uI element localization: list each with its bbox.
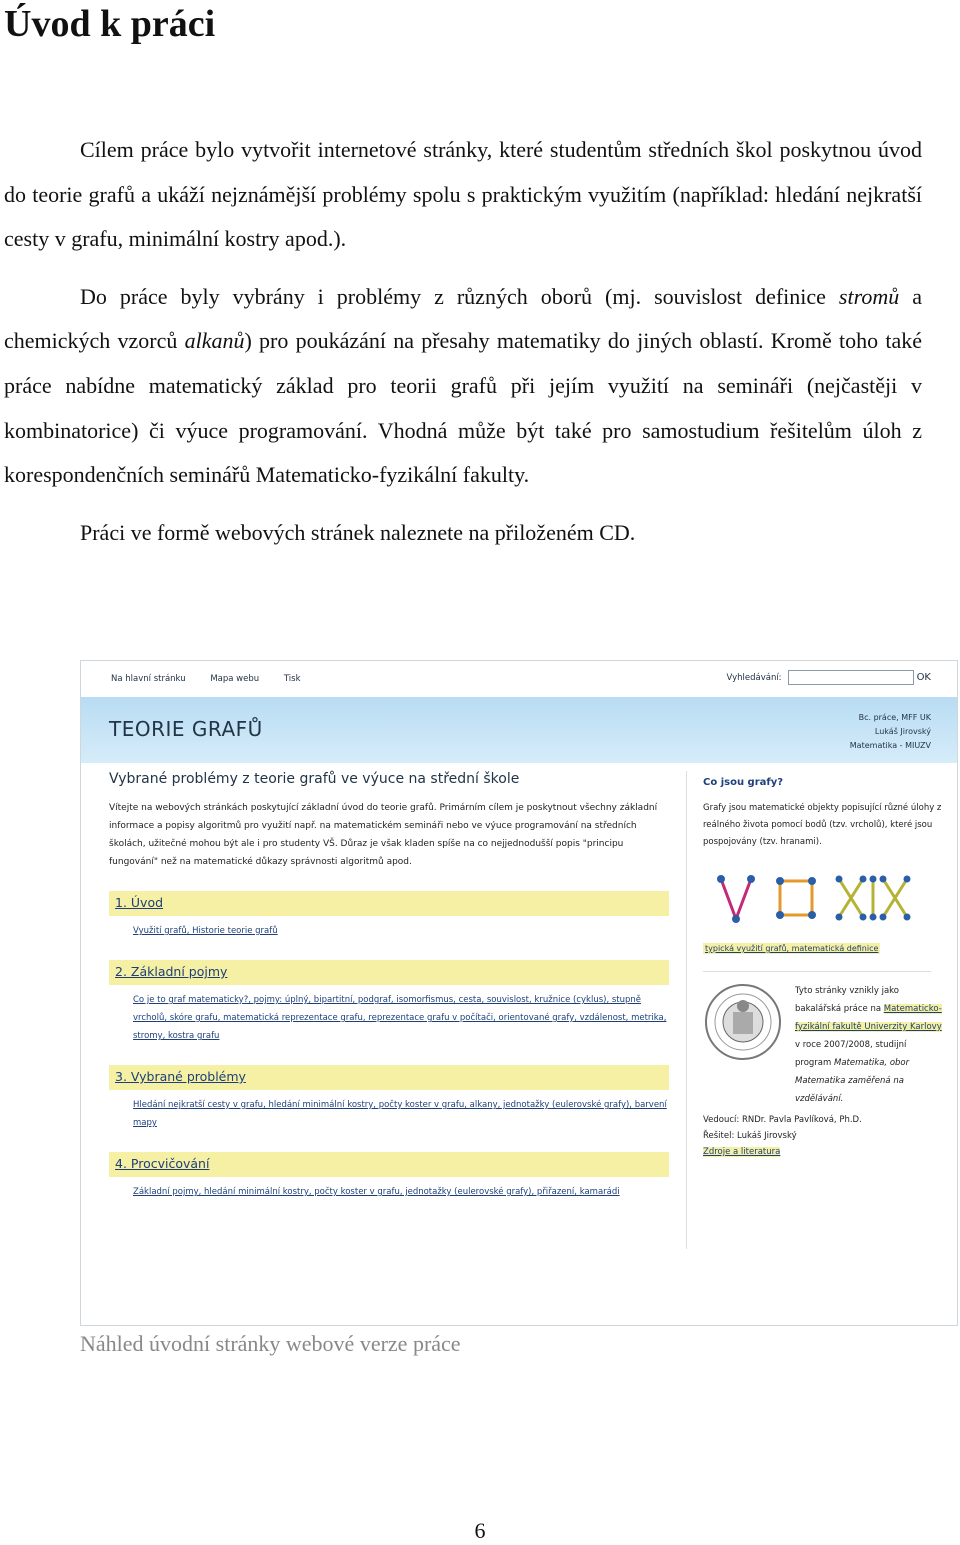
page-number: 6 xyxy=(474,1518,486,1543)
intro-paragraph-1: Cílem práce bylo vytvořit internetové stránky, které studentům středních škol poskytnou úvod do teorie grafů a ukáží nejznámější problémy spolu s praktickým využitím (například: hledání nejkratší cesty v grafu, minimální kostry apod.). xyxy=(4,137,922,252)
intro-text-span: ) pro poukázání na přesahy matematiky do jiných oblastí. Kromě toho také práce nabídne matematický základ pro teorii grafů při jejím využití na semináři (nejčastěji v kombinatorice) či výuce programování. Vhodná může být také pro samostudium řešitelům úloh z korespondenčních seminářů Matematicko-fyzikální fakulty. xyxy=(4,328,923,488)
intro-text xyxy=(4,128,922,555)
section-links[interactable]: Základní pojmy, hledání minimální kostry, počty koster v grafu, jednotažky (eulerovské grafy), přiřazení, kamarádi xyxy=(133,1187,620,1197)
section-intro xyxy=(109,891,669,940)
university-seal-icon xyxy=(703,982,783,1062)
meta-line: Matematika - MIUZV xyxy=(849,741,931,750)
top-nav xyxy=(111,674,323,684)
section-links[interactable]: Hledání nejkratší cesty v grafu, hledání minimální kostry, počty koster v grafu, alkany, jednotažky (eulerovské grafy), barvení mapy xyxy=(133,1100,667,1128)
university-box xyxy=(703,982,943,1108)
faculty-link[interactable]: Matematicko-fyzikální fakultě Univerzity Karlovy xyxy=(795,1004,942,1032)
meta-line: Lukáš Jirovský xyxy=(874,727,931,736)
section-title[interactable]: 3. Vybrané problémy xyxy=(109,1065,669,1090)
intro-text-span: Do práce byly vybrány i problémy z různých oborů (mj. souvislost definice xyxy=(80,283,839,309)
university-info xyxy=(795,982,943,1108)
sidebar-divider xyxy=(703,971,931,972)
section-basic-terms xyxy=(109,960,669,1045)
nav-sitemap-link[interactable]: Mapa webu xyxy=(210,674,260,684)
nav-home-link[interactable]: Na hlavní stránku xyxy=(111,674,186,684)
sources-link[interactable]: Zdroje a literatura xyxy=(703,1147,781,1157)
solver: Řešitel: Lukáš Jirovský xyxy=(703,1131,797,1141)
section-title[interactable]: 1. Úvod xyxy=(109,891,669,916)
uni-text: Tyto stránky vznikly jako bakalářská práce na xyxy=(795,986,899,1014)
meta-line: Bc. práce, MFF UK xyxy=(858,713,931,722)
section-title[interactable]: 4. Procvičování xyxy=(109,1152,669,1177)
section-links[interactable]: Využití grafů, Historie teorie grafů xyxy=(133,926,278,936)
site-banner xyxy=(81,697,957,763)
column-divider xyxy=(686,771,687,1249)
search-label: Vyhledávání: xyxy=(726,672,782,683)
nav-print-link[interactable]: Tisk xyxy=(283,674,301,684)
square-graph-icon xyxy=(775,873,817,925)
v-graph-icon xyxy=(715,873,757,925)
search-box xyxy=(727,670,932,685)
main-heading: Vybrané problémy z teorie grafů ve výuce na střední škole xyxy=(109,771,520,787)
graph-links[interactable]: typická využití grafů, matematická definice xyxy=(705,944,879,953)
supervisor: Vedoucí: RNDr. Pavla Pavlíková, Ph.D. xyxy=(703,1115,862,1125)
section-links[interactable]: Co je to graf matematicky?, pojmy: úplný, bipartitní, podgraf, isomorfismus, cesta, souvislost, kružnice (cyklus), stupně vrcholů, skóre grafu, matematická reprezentace grafu, reprezentace grafu v počítači, orientované grafy, vzdálenost, metrika, stromy, kostra grafu xyxy=(133,995,667,1041)
uni-text: v roce 2007/2008, studijní program xyxy=(795,1040,907,1068)
welcome-text: Vítejte na webových stránkách poskytující základní úvod do teorie grafů. Primárním cílem je poskytnout všechny základní informace a popisy algoritmů pro využití např. na matematickém semináři nebo ve výuce programování na středních školách, užitečné mohou být ale i pro studenty VŠ. Důraz je však kladen spíše na co nejjednodušší popis "principu fungování" než na matematické důkazy správnosti algoritmů apod. xyxy=(109,803,658,867)
intro-paragraph-3: Práci ve formě webových stránek naleznete na přiloženém CD. xyxy=(80,519,636,545)
study-program: Matematika, obor Matematika zaměřená na vzdělávání. xyxy=(795,1058,910,1104)
credits xyxy=(703,1112,943,1160)
site-title: TEORIE GRAFŮ xyxy=(109,717,263,741)
section-exercises xyxy=(109,1152,669,1201)
website-screenshot xyxy=(80,660,958,1326)
section-title[interactable]: 2. Základní pojmy xyxy=(109,960,669,985)
search-input[interactable] xyxy=(788,670,914,685)
section-problems xyxy=(109,1065,669,1132)
site-meta xyxy=(850,711,931,753)
intro-paragraph-2 xyxy=(4,275,922,498)
intro-text-span: a chemických vzorců xyxy=(4,283,922,354)
search-ok-button[interactable]: OK xyxy=(916,672,931,683)
figure-caption: Náhled úvodní stránky webové verze práce xyxy=(80,1331,461,1356)
xix-graph-icon xyxy=(835,873,911,925)
term-alkanes: alkanů xyxy=(184,328,245,354)
page-title: Úvod k práci xyxy=(4,3,216,45)
main-content xyxy=(109,771,669,1201)
sidebar-heading: Co jsou grafy? xyxy=(703,777,784,788)
sidebar xyxy=(703,777,943,1160)
term-trees: stromů xyxy=(838,283,900,309)
graph-illustration xyxy=(715,873,943,925)
top-bar xyxy=(81,661,957,697)
sidebar-description: Grafy jsou matematické objekty popisující různé úlohy z reálného života pomocí bodů (tzv. vrcholů), které jsou pospojovány (tzv. hranami). xyxy=(703,803,942,847)
